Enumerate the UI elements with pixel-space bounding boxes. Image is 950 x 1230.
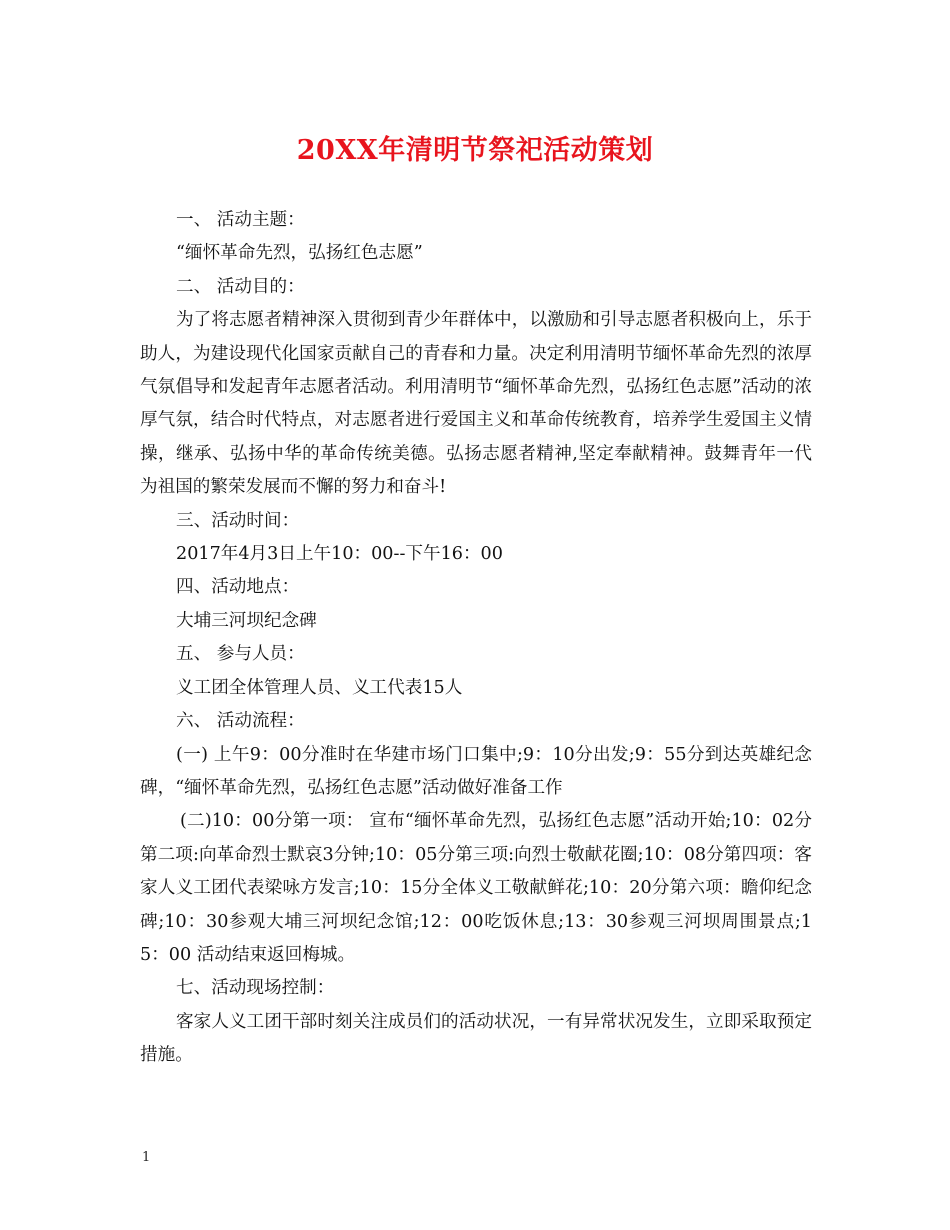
section-7-paragraph: 客家人义工团干部时刻关注成员们的活动状况，一有异常状况发生，立即采取预定措施。 [140, 1011, 812, 1066]
section-5-heading: 五、 参与人员： [176, 644, 305, 665]
section-6-item-2: (二)10：00分第一项： 宣布“缅怀革命先烈，弘扬红色志愿”活动开始;10：02分第二项:向革命烈士默哀3分钟;10：05分第三项:向烈士敬献花圈;10：08分第四项：客家人义工团代表梁咏方发言;10：15分全体义工敬献鲜花;10：20分第六项：瞻仰纪念碑;10：30参观大埔三河坝纪念馆;12：00吃饭休息;13：30参观三河坝周围景点;15：00 活动结束返回梅城。 [140, 811, 812, 965]
section-3-text: 2017年4月3日上午10：00--下午16：00 [176, 544, 503, 565]
section-1-heading: 一、 活动主题： [176, 210, 305, 230]
document-title: 20XX年清明节祭祀活动策划 [296, 135, 654, 166]
section-2-paragraph: 为了将志愿者精神深入贯彻到青少年群体中，以激励和引导志愿者积极向上，乐于助人，为建设现代化国家贡献自己的青春和力量。决定利用清明节缅怀革命先烈的浓厚气氛倡导和发起青年志愿者活动。利用清明节“缅怀革命先烈，弘扬红色志愿”活动的浓厚气氛，结合时代特点，对志愿者进行爱国主义和革命传统教育，培养学生爱国主义情操，继承、弘扬中华的革命传统美德。弘扬志愿者精神,坚定奉献精神。鼓舞青年一代为祖国的繁荣发展而不懈的努力和奋斗! [140, 310, 812, 498]
section-3-heading: 三、活动时间： [176, 510, 300, 531]
section-7-heading: 七、活动现场控制： [176, 978, 335, 999]
section-5-text: 义工团全体管理人员、义工代表15人 [176, 677, 463, 698]
section-1-text: “缅怀革命先烈，弘扬红色志愿” [176, 243, 423, 264]
section-2-heading: 二、 活动目的： [176, 276, 305, 297]
section-6-heading: 六、 活动流程： [176, 711, 305, 732]
section-4-heading: 四、活动地点： [176, 577, 300, 598]
page-number: 1 [142, 1150, 151, 1165]
section-4-text: 大埔三河坝纪念碑 [176, 610, 317, 631]
section-6-item-1: (一) 上午9：00分准时在华建市场门口集中;9：10分出发;9：55分到达英雄纪念碑，“缅怀革命先烈，弘扬红色志愿”活动做好准备工作 [140, 744, 812, 798]
document-body [140, 204, 812, 1073]
